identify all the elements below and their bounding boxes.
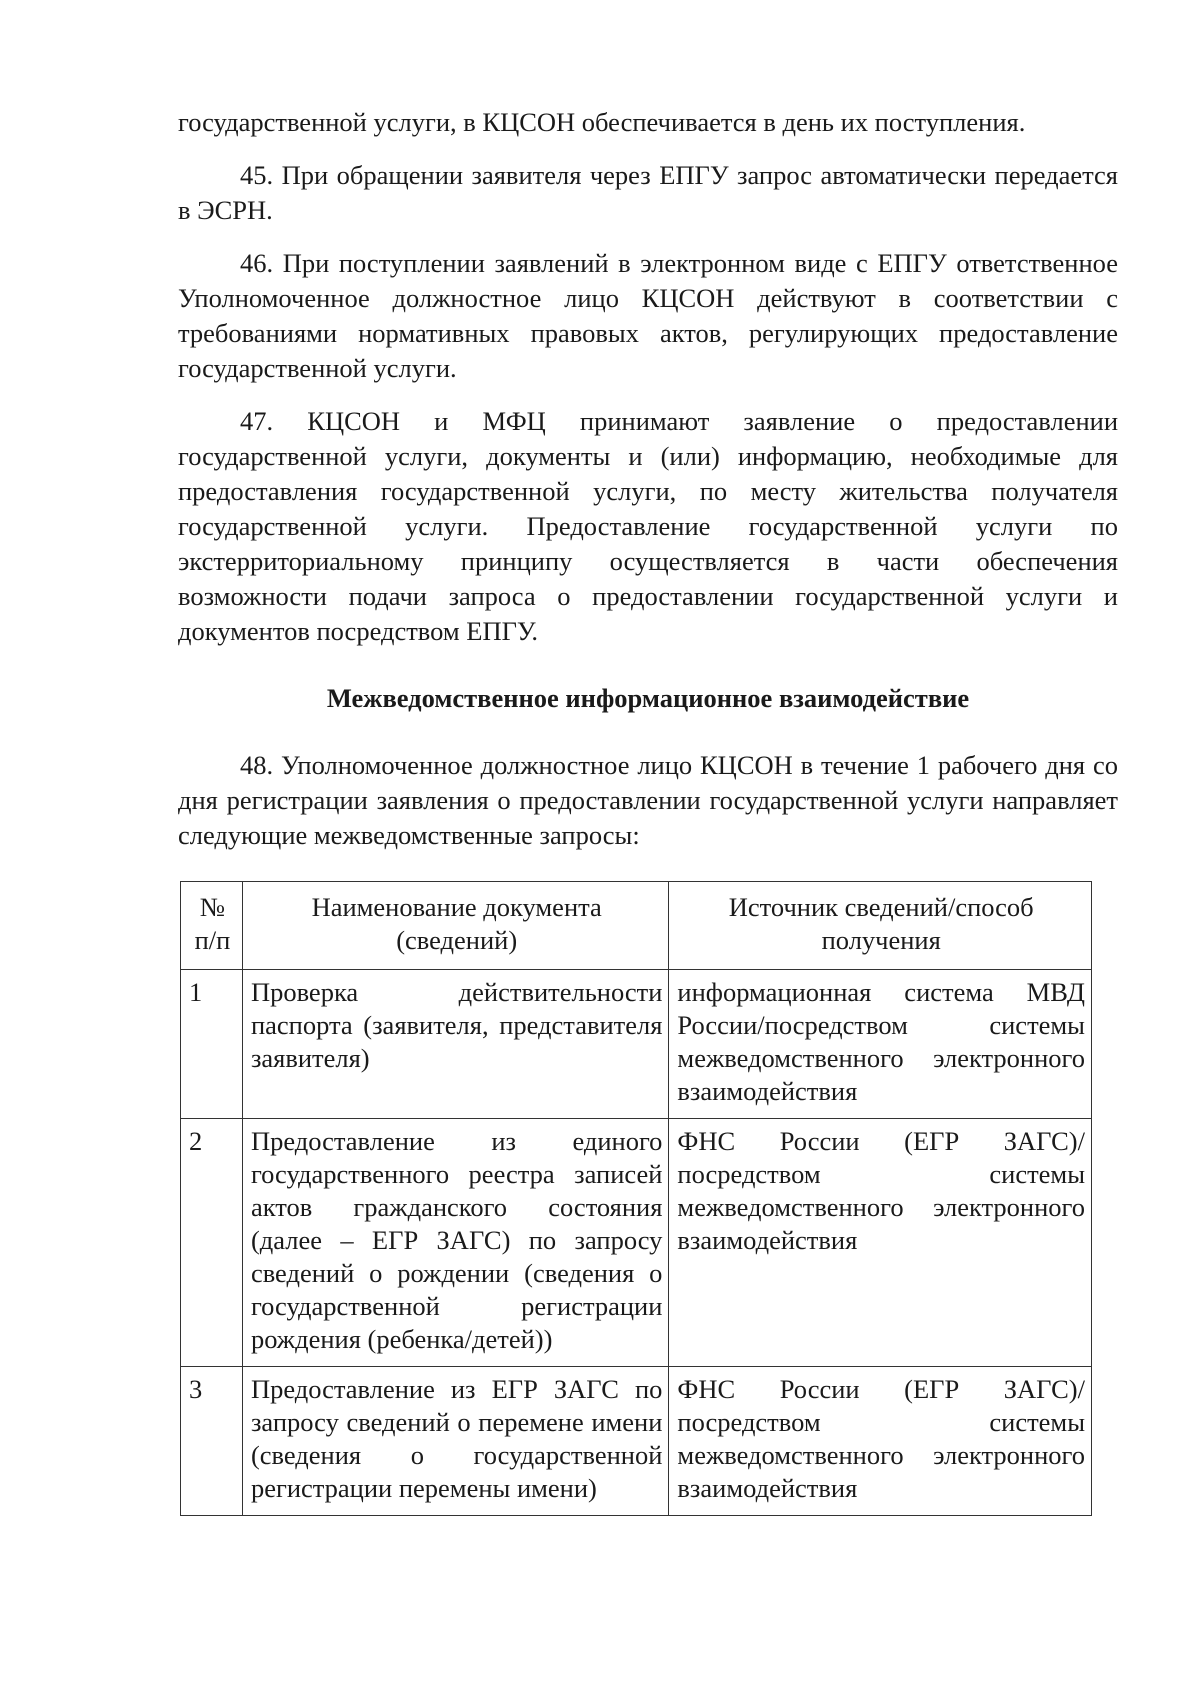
row-num: 3 [181, 1367, 243, 1516]
section-heading: Межведомственное информационное взаимодействие [326, 683, 970, 713]
table-row [181, 970, 1092, 1119]
row-num: 1 [181, 970, 243, 1119]
table-row [181, 1367, 1092, 1516]
header-document: Наименование документа (сведений) [242, 882, 668, 970]
paragraph-46: 46. При поступлении заявлений в электронном виде с ЕПГУ ответственное Уполномоченное должностное лицо КЦСОН действуют в соответствии с требованиями нормативных правовых актов, регулирующих предоставление государственной услуги. [178, 248, 1118, 383]
header-num: № п/п [181, 882, 243, 970]
paragraph-47: 47. КЦСОН и МФЦ принимают заявление о предоставлении государственной услуги, документы и (или) информацию, необходимые для предоставления государственной услуги, по месту жительства получателя государственной услуги. Предоставление государственной услуги по экстерриториальному принципу осуществляется в части обеспечения возможности подачи запроса о предоставлении государственной услуги и документов посредством ЕПГУ. [178, 406, 1118, 646]
paragraph-45: 45. При обращении заявителя через ЕПГУ запрос автоматически передается в ЭСРН. [178, 160, 1118, 225]
paragraph-48: 48. Уполномоченное должностное лицо КЦСОН в течение 1 рабочего дня со дня регистрации заявления о предоставлении государственной услуги направляет следующие межведомственные запросы: [178, 750, 1118, 850]
table-row [181, 1119, 1092, 1367]
row-source: информационная система МВД России/посредством системы межведомственного электронного взаимодействия [669, 970, 1092, 1119]
row-document: Предоставление из ЕГР ЗАГС по запросу сведений о перемене имени (сведения о государственной регистрации перемены имени) [242, 1367, 668, 1516]
row-num: 2 [181, 1119, 243, 1367]
row-source: ФНС России (ЕГР ЗАГС)/ посредством системы межведомственного электронного взаимодействия [669, 1367, 1092, 1516]
document-page [178, 105, 1118, 1516]
row-source: ФНС России (ЕГР ЗАГС)/посредством системы межведомственного электронного взаимодействия [669, 1119, 1092, 1367]
header-source: Источник сведений/способ получения [669, 882, 1092, 970]
row-document: Предоставление из единого государственного реестра записей актов гражданского состояния (далее – ЕГР ЗАГС) по запросу сведений о рождении (сведения о государственной регистрации рождения (ребенка/детей)) [242, 1119, 668, 1367]
interagency-requests-table [180, 881, 1092, 1516]
row-document: Проверка действительности паспорта (заявителя, представителя заявителя) [242, 970, 668, 1119]
paragraph-44-tail: государственной услуги, в КЦСОН обеспечивается в день их поступления. [178, 107, 1026, 137]
table-header-row [181, 882, 1092, 970]
